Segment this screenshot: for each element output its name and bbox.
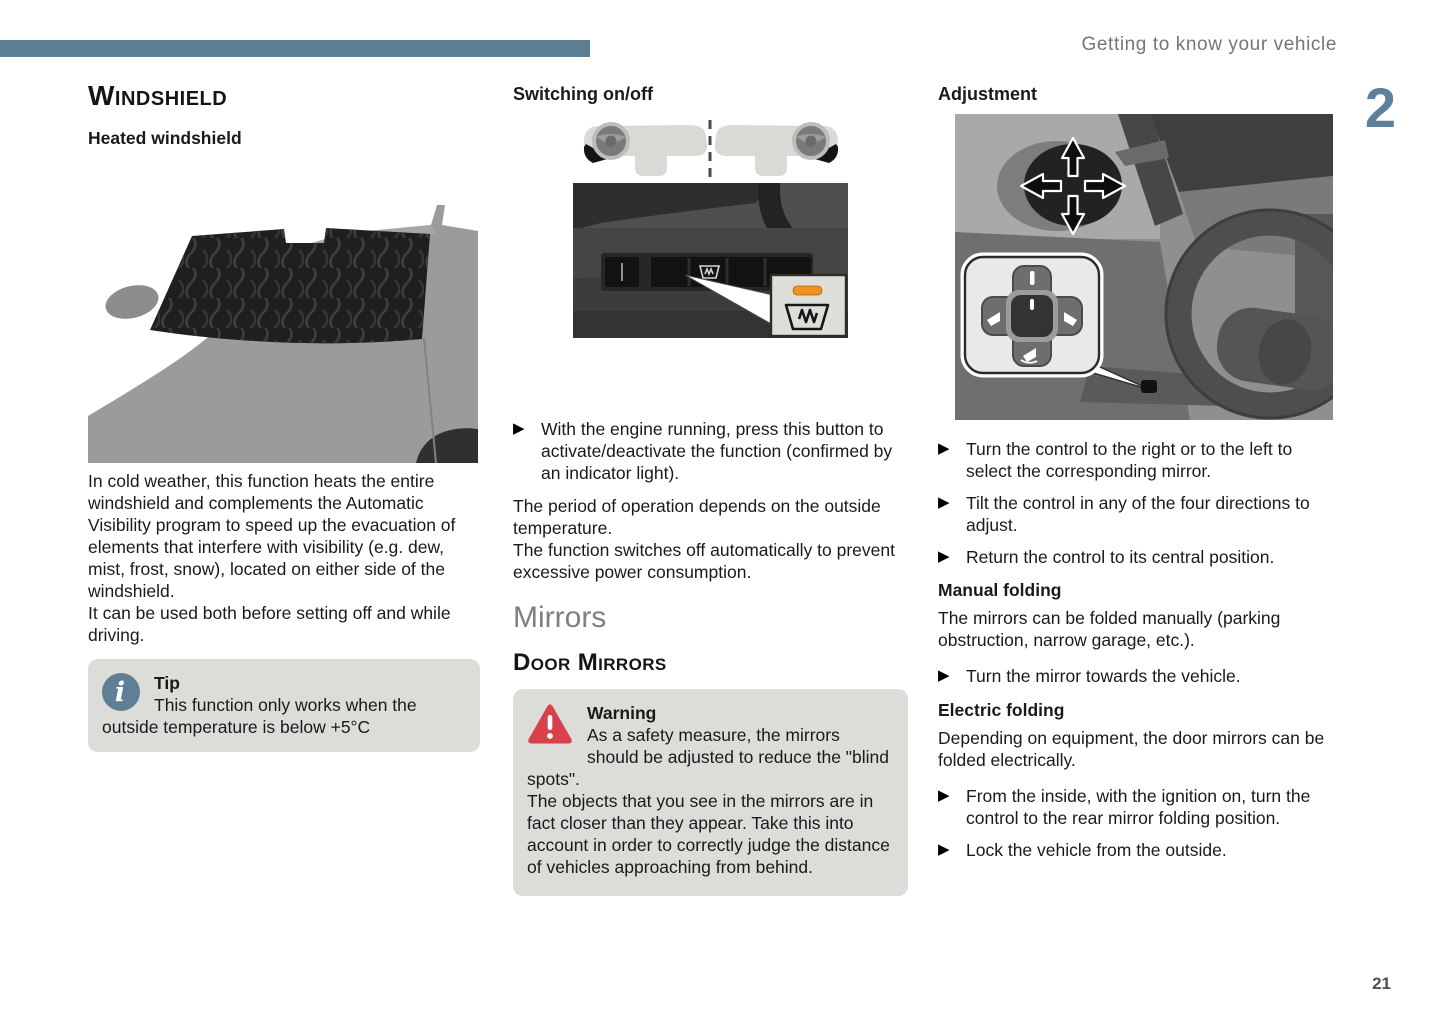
tip-text: This function only works when the outside temperature is below +5°C <box>102 695 417 737</box>
electric-folding-bullet-2 <box>938 839 1333 861</box>
electric-folding-bullet-2-text: Lock the vehicle from the outside. <box>966 840 1227 860</box>
bullet-arrow-icon: ▶ <box>938 440 950 457</box>
section-title-windshield: Windshield <box>88 80 228 111</box>
button-callout <box>771 275 846 336</box>
heading-manual-folding: Manual folding <box>938 580 1062 600</box>
manual-folding-text: The mirrors can be folded manually (parking obstruction, narrow garage, etc.). <box>938 608 1281 650</box>
warning-box <box>513 689 908 896</box>
drive-side-diagram <box>571 118 851 180</box>
electric-folding-bullet-1 <box>938 785 1333 829</box>
switching-paragraph-2: The function switches off automatically to prevent excessive power consumption. <box>513 540 895 582</box>
tip-box <box>88 659 480 752</box>
heading-electric-folding: Electric folding <box>938 700 1065 720</box>
page-number: 21 <box>1372 974 1391 993</box>
column-windshield <box>88 78 480 752</box>
heading-switching-on-off: Switching on/off <box>513 84 653 104</box>
warning-icon <box>527 703 573 750</box>
column-switching <box>513 78 908 896</box>
windshield-paragraph-2: It can be used both before setting off and while driving. <box>88 603 451 645</box>
bullet-arrow-icon: ▶ <box>938 548 950 565</box>
side-mirror <box>102 280 162 324</box>
bullet-arrow-icon: ▶ <box>938 841 950 858</box>
orange-indicator <box>793 286 822 295</box>
tip-title: Tip <box>154 673 180 693</box>
windshield-paragraph-1: In cold weather, this function heats the entire windshield and complements the Automatic Visibility program to speed up the evacuation of elements that interfere with visibility (e.g. dew, mist, frost, snow), located on either side of the windshield. <box>88 471 456 601</box>
heading-adjustment: Adjustment <box>938 84 1037 104</box>
dashboard-button-photo <box>573 183 848 338</box>
manual-folding-bullet-text: Turn the mirror towards the vehicle. <box>966 666 1241 686</box>
warning-paragraph-2: The objects that you see in the mirrors are in fact closer than they appear. Take this into account in order to correctly judge the distance of vehicles approaching from behind. <box>527 791 890 877</box>
subsection-heated-windshield: Heated windshield <box>88 128 242 148</box>
section-title-mirrors: Mirrors <box>513 601 607 634</box>
adjustment-bullet-1 <box>938 438 1333 482</box>
electric-folding-bullet-1-text: From the inside, with the ignition on, turn the control to the rear mirror folding position. <box>966 786 1311 828</box>
windshield-heat-pattern <box>150 228 430 343</box>
adjustment-bullet-3-text: Return the control to its central position. <box>966 547 1275 567</box>
chapter-number: 2 <box>1364 76 1396 139</box>
warning-paragraph-1: As a safety measure, the mirrors should be adjusted to reduce the "blind spots". <box>527 725 889 789</box>
right-hand-drive-silhouette <box>715 124 838 176</box>
bullet-arrow-icon: ▶ <box>513 420 525 437</box>
adjustment-bullet-1-text: Turn the control to the right or to the left to select the corresponding mirror. <box>966 439 1293 481</box>
warning-title: Warning <box>587 703 657 723</box>
column-adjustment <box>938 78 1333 861</box>
bullet-arrow-icon: ▶ <box>938 494 950 511</box>
header-rule <box>0 40 590 57</box>
left-hand-drive-silhouette <box>584 124 707 176</box>
info-icon-glyph: i <box>114 676 126 708</box>
switching-bullet-text: With the engine running, press this button to activate/deactivate the function (confirmed by an indicator light). <box>541 419 893 483</box>
switching-bullet <box>513 418 908 484</box>
adjustment-bullet-2-text: Tilt the control in any of the four directions to adjust. <box>966 493 1310 535</box>
bullet-arrow-icon: ▶ <box>938 787 950 804</box>
bullet-arrow-icon: ▶ <box>938 667 950 684</box>
mirror-control-callout <box>963 255 1101 375</box>
manual-folding-bullet <box>938 665 1333 687</box>
heated-windshield-illustration <box>88 178 478 463</box>
info-icon <box>102 673 140 711</box>
mirror-adjustment-photo <box>955 114 1333 420</box>
switching-paragraph-1: The period of operation depends on the outside temperature. <box>513 496 881 538</box>
adjustment-bullet-2 <box>938 492 1333 536</box>
electric-folding-text: Depending on equipment, the door mirrors can be folded electrically. <box>938 728 1325 770</box>
section-title-door-mirrors: Door Mirrors <box>513 649 667 676</box>
adjustment-bullet-3 <box>938 546 1333 568</box>
header-title: Getting to know your vehicle <box>1081 34 1337 55</box>
